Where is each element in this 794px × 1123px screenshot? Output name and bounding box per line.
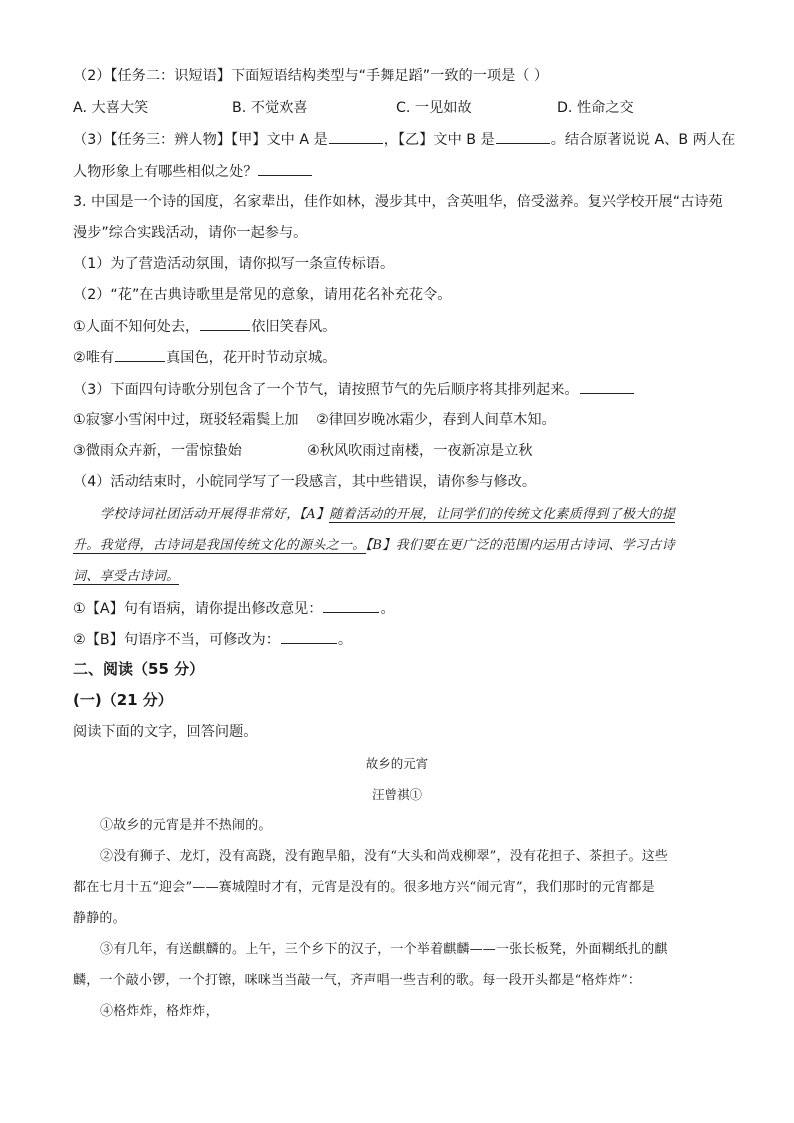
handwritten-2-b: 【B】我们要在更广泛的范围内运用古诗词、学习古诗 [365,538,675,553]
paragraph-3-line-1: ③有几年，有送麒麟的。上午，三个乡下的汉子，一个举着麒麟——一张长板凳，外面糊纸扎的麒 [100,942,668,957]
handwritten-1-b-underlined: 随着活动的开展，让同学们的传统文化素质得到了极大的提 [329,507,676,522]
task3-text-b: ，【乙】文中 B 是 [383,132,495,148]
poem-line-3: ③微雨众卉新，一雷惊蛰始 [73,443,242,459]
revision-b-blank[interactable] [281,629,337,644]
flower-line-2-a: ②唯有 [73,350,115,366]
poem-line-1: ①寂寥小雪闲中过，斑驳轻霜鬓上加 [73,412,299,428]
revision-a-blank[interactable] [323,598,379,613]
handwritten-3-underlined: 词、享受古诗词。 [73,569,180,584]
flower-line-1 [73,316,336,337]
reading-instruction: 阅读下面的文字，回答问题。 [73,724,258,740]
answer-blank-task3[interactable] [258,161,312,176]
option-d: D. 性命之交 [557,100,634,116]
task3-question [73,129,735,150]
task3-question-line2 [73,161,313,182]
flower-line-2-b: 真国色，花开时节动京城。 [166,350,337,366]
task3-line2-text: 人物形象上有哪些相似之处？ [73,164,258,180]
poem-line-4: ④秋风吹雨过南楼，一夜新凉是立秋 [307,443,533,459]
revision-b-end: 。 [337,632,353,648]
q3-sub4: （4）活动结束时，小皖同学写了一段感言，其中些错误，请你参与修改。 [73,474,537,490]
section-2-sub-heading: (一)（21 分） [73,691,173,709]
poem-line-2: ②律回岁晚冰霜少，春到人间草木知。 [316,412,556,428]
q3-sub1: （1）为了营造活动氛围，请你拟写一条宣传标语。 [73,256,395,272]
revision-b [73,629,352,650]
paragraph-2-line-3: 静静的。 [73,911,126,926]
answer-blank-b[interactable] [496,129,550,144]
handwritten-2-a-underlined: 升。我觉得，古诗词是我国传统文化的源头之一。 [73,538,366,553]
paragraph-1: ①故乡的元宵是并不热闹的。 [100,818,272,833]
paragraph-3-line-2: 麟，一个敲小锣，一个打镲，咪咪当当敲一气，齐声唱一些吉利的歌。每一段开头都是“格炸炸”： [73,973,642,988]
option-b: B. 不觉欢喜 [232,100,308,116]
handwritten-line-2 [73,536,721,556]
task2-question: （2）【任务二：识短语】下面短语结构类型与“手舞足蹈”一致的一项是（ ） [73,68,549,84]
flower-line-1-b: 依旧笑春风。 [251,319,337,335]
article-author: 汪曾祺① [371,787,422,802]
option-c: C. 一见如故 [396,100,472,116]
revision-a [73,598,395,619]
handwritten-line-1 [100,505,748,525]
q3-sub2: （2）“花”在古典诗歌里是常见的意象，请用花名补充花令。 [73,287,452,303]
option-a: A. 大喜大笑 [73,100,149,116]
flower-blank-1[interactable] [200,316,250,331]
flower-line-1-a: ①人面不知何处去， [73,319,200,335]
article-title: 故乡的元宵 [365,756,429,771]
paragraph-2-line-1: ②没有狮子、龙灯，没有高跷，没有跑旱船，没有“大头和尚戏柳翠”，没有花担子、茶担子。这些 [100,849,669,864]
section-2-heading: 二、阅读（55 分） [73,660,205,678]
q3-sub3-text: （3）下面四句诗歌分别包含了一个节气，请按照节气的先后顺序将其排列起来。 [73,382,579,398]
handwritten-line-3 [73,567,721,587]
task3-text-c: 。结合原著说说 A、B 两人在 [550,132,736,148]
task3-text-a: （3）【任务三：辨人物】【甲】文中 A 是 [73,132,328,148]
q3-intro-line2: 漫步”综合实践活动，请你一起参与。 [73,225,308,241]
flower-blank-2[interactable] [115,347,165,362]
q3-sub3 [73,379,635,400]
handwritten-1-a: 学校诗词社团活动开展得非常好，【A】 [100,507,330,522]
q3-intro-line1: 3. 中国是一个诗的国度，名家辈出，佳作如林，漫步其中，含英咀华，倍受滋养。复兴学校开展“古诗苑 [73,194,723,210]
revision-b-text: ②【B】句语序不当，可修改为： [73,632,280,648]
answer-blank-a[interactable] [329,129,383,144]
flower-line-2 [73,347,336,368]
revision-a-end: 。 [380,601,395,617]
revision-a-text: ①【A】句有语病，请你提出修改意见： [73,601,323,617]
paragraph-4: ④格炸炸，格炸炸， [100,1004,219,1019]
solar-term-order-blank[interactable] [580,379,634,394]
paragraph-2-line-2: 都在七月十五“迎会”——赛城隍时才有，元宵是没有的。很多地方兴“闹元宵”，我们那时的元宵都是 [73,880,655,895]
